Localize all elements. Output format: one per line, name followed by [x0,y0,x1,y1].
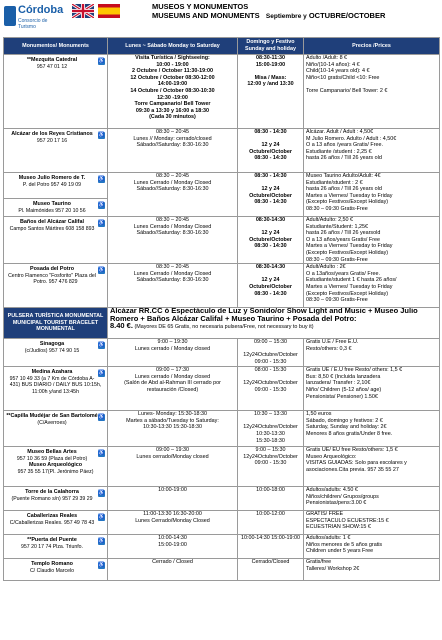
table-row [4,511,440,535]
cell-line: hasta 26 años / Till 26 years old [306,155,382,162]
table-row [4,535,440,559]
cell-line: 14 Octubre / October 08:30-10:30 [130,87,215,94]
cell-line: Pensionistas/pens:3.00 € [306,500,367,507]
monument-name[interactable]: Museo Bellas Artes [27,449,77,456]
cell-line: Lunes Cerrado / Monday Closed [133,223,212,230]
monument-name[interactable]: Templo Romano [31,561,73,568]
monument-contact: P. del Potro 957 49 19 09 [22,181,82,188]
cell-line: (Salón de Abd al-Rahman III cerrado por restauración /Closed) [124,380,221,393]
monument-contact: 957 20 17 74 Plza. Triunfo. [20,543,83,550]
cell-line: 2 Octubre / October 11:30-19:00 [132,68,213,75]
cell-line: Cerrado/Closed [251,559,290,566]
cell-line: Niño/(10-14 años): 4 € [306,61,360,68]
cell-line: Child(10-14 years old): 4 € [306,68,370,75]
pulsera-description [108,308,440,339]
title-english: MUSEUMS AND MONUMENTS [152,11,260,20]
monument-name[interactable]: Alcázar de los Reyes Cristianos [11,131,93,137]
monument-name[interactable]: Museo Arqueológico [28,462,83,469]
weekday-hours-cell [108,447,238,487]
cell-line: (Cada 30 minutos) [149,114,196,121]
spain-flag-icon[interactable] [98,4,120,18]
uk-flag-icon[interactable] [72,4,94,18]
cell-line: 9:00 – 15:30 [255,447,286,454]
cell-line: 08:30 - 14:30 [254,129,287,135]
table-row [4,55,440,129]
cell-line [240,180,301,187]
cell-line: Martes a Viernes/ Tuesday to Friday [306,192,393,199]
cell-line: 12:30 -19:00 [157,94,188,101]
cell-line: 10:00-14:30 15:00-19:00 [240,535,301,542]
cell-line: 09:00 - 15:30 [254,358,287,365]
monument-contact: Centro Flamenco "Fosforito" Plaza del Potro. 957 476 829 [8,272,96,286]
price-cell [304,173,440,217]
wheelchair-icon: ♿ [98,450,105,457]
title-spanish: MUSEOS Y MONUMENTOS [152,2,249,11]
wheelchair-icon: ♿ [98,414,105,421]
cell-line: 09:00 – 19:30 [156,447,189,454]
price-cell [304,411,440,447]
weekday-hours-cell [108,129,238,173]
cell-line: 08:30 – 20:45 [156,264,189,271]
cell-line: O a 13 años /years Gratis/ Free. [306,142,383,149]
cell-line: Sábado//Saturday: 8:30-16:30 [136,230,209,237]
cell-line: Sábado//Saturday: 8:30-16:30 [136,186,209,193]
price-cell [304,264,440,308]
monument-name[interactable]: **Puerta del Puente [27,537,77,544]
monument-name[interactable]: Medina Azahara [31,369,73,376]
sunday-hours-cell [238,447,304,487]
pulsera-combo: Alcázar RR.CC ó Espectáculo de Luz y Sonido/or Show Light and Music + Museo Julio Romero + Baños Alcázar Califal + Museo Taurino + Posada del Potro: [110,307,418,323]
cell-line [240,346,301,353]
cell-line: M Julio Romero. Adulto / Adult : 4,50€ [306,135,397,142]
weekday-hours-cell [108,411,238,447]
cell-line: 10:00-12:00 [256,511,285,518]
cell-line: Menores 8 años gratis/Under 8 free. [306,430,393,437]
cell-line: Lunes cerrado / Monday closed [134,373,211,380]
column-header-sunday: Domingo y Festivo Sunday and holiday [238,38,304,55]
cell-line: Lunes Cerrado / Monday Closed [133,270,212,277]
weekday-hours-cell [108,559,238,581]
sunday-hours-cell [238,487,304,511]
cell-line: 11:00-13:30 16:30-20:00 [143,511,202,518]
cell-line: Alcázar. Adult / Adult : 4,50€ [306,129,374,135]
monument-contact: Pl. Maimónides 957 20 10 56 [18,207,86,214]
cell-line: Estudiante/Student: 1,25€ [306,223,369,230]
cell-line: 08:30 – 20:45 [156,217,189,223]
column-header-name: Monumentos/ Monuments [4,38,108,55]
monument-contact: (Puente Romano s/n) 957 29 39 29 [11,495,93,502]
cell-line: 10:30-13:30 [256,430,285,437]
cell-line: O a 13años/years Gratis/ Free. [306,270,381,277]
monument-contact: (C/Averroes) [37,419,67,426]
monument-contact: C/Caballerizas Reales. 957 49 78 43 [9,519,95,526]
wheelchair-icon: ♿ [98,342,105,349]
table-body-monuments [4,55,440,308]
weekday-hours-cell [108,487,238,511]
cell-line: Estudiante/student 1 € hasta 26 años/ [306,277,397,284]
cell-line: 12y24Octubre/October [243,352,298,359]
logo-subtitle: Consorcio de Turismo [18,18,48,30]
cell-line: 12 y 24 [261,277,280,284]
pulsera-title: PULSERA TURÍSTICA MONUMENTAL MUNICIPAL TOURIST BRACELET MONUMENTAL [4,308,108,339]
price-cell [304,217,440,264]
cell-line: asociaciones.Cita previa. 957 35 55 27 [306,466,399,473]
cell-line: (Excepto Festivos/Except Holiday) [306,199,389,206]
cell-line: 09:00 – 17:30 [156,367,189,374]
wheelchair-icon: ♿ [98,490,105,497]
monument-name-cell [4,511,108,535]
cell-line: 08:30 - 14:30 [254,173,287,179]
cell-line: Cerrado / Closed [152,559,193,566]
cell-line: Adult/Adulto : 2€ [306,264,346,271]
table-row [4,129,440,173]
table-row [4,447,440,487]
monument-contact: C/ Claudio Marcelo [29,567,75,574]
cell-line: Niño/ Children (5-12 años/ age) [306,386,382,393]
cell-line [240,136,301,143]
pulsera-note: (Mayores DE 65 Gratis, no necesaria pulsera/Free, not necessary to buy it) [134,324,314,331]
cell-line: 09:00 - 15:30 [254,386,287,393]
table-row [4,367,440,411]
logo-text: Córdoba [18,4,64,16]
cell-line: Lunes cerrado / Monday closed [134,345,211,352]
cell-line: 09:00 – 15:30 [254,339,287,346]
cell-line: 10:30-13:30 15:30-18:30 [142,424,203,431]
cell-line: 12y24Octubre/October [243,424,298,431]
wheelchair-icon: ♿ [98,220,105,226]
monument-name-cell [4,411,108,447]
cell-line: Pensionista/ Pensioner) 1.50€ [306,393,378,400]
cell-line: Lunes // Monday: cerrado/closed [133,135,212,142]
monument-contact: Campo Santos Mártires 608 158 893 [9,225,95,232]
cell-line: 09:00 - 15:30 [254,460,287,467]
cell-line: Bus: 8,50 € (Incluida lanzadera [306,373,381,380]
cell-line: Children under 5 years Free [306,548,374,555]
schedule-table [3,37,440,581]
cell-line: GRATIS/ FREE [306,511,344,518]
sunday-hours-cell [238,367,304,411]
wheelchair-icon: ♿ [98,370,105,377]
sunday-hours-cell [238,559,304,581]
cell-line: Martes a sábado/Tuesday to Saturday: [126,417,219,424]
wheelchair-icon: ♿ [98,132,105,138]
wheelchair-icon: ♿ [98,176,105,182]
monument-name[interactable]: Caballerizas Reales [26,513,78,520]
cell-line: Torre Campanario/ Bell Tower: 2 € [306,87,388,94]
weekday-hours-cell [108,339,238,367]
monument-contact: (c/Judíos) 957 74 90 15 [24,347,80,354]
cell-line: Octubre/October [249,236,292,243]
cell-line: 08:30-14:30 [255,264,286,271]
cell-line: 12 y 24 [261,186,280,193]
cell-line: Estudiante /student : 2,25 € [306,148,372,155]
cell-line: Adultos/adults: 4.50 € [306,487,358,494]
cell-line: Visita Turística / Sightseeing: [135,55,210,61]
cell-line: Gratis UE/ EU free Resto/others: 1,5 € [306,447,398,454]
monument-name-cell [4,559,108,581]
page-header [0,0,442,34]
cell-line: 12 y 24 [261,142,280,149]
cell-line: Niños/children/ Grupos/groups [306,493,379,500]
price-cell [304,487,440,511]
monument-name[interactable]: Torre de la Calahorra [25,489,79,496]
monument-contact: 957 35 55 17(Pl. Jerónimo Páez) [17,468,94,475]
cell-line: Estudiante/student : 2 € [306,179,363,186]
cell-line: 08:30-14:30 [255,217,286,223]
weekday-hours-cell [108,217,238,264]
monument-name-cell [4,487,108,511]
price-cell [304,339,440,367]
cell-line: 10:00-18:00 [256,487,285,494]
cell-line: 08:30 – 09:30 Gratis-Free [306,297,368,304]
cell-line: Lunes Cerrado / Monday Closed [133,179,212,186]
monument-name-cell [4,55,108,129]
wheelchair-icon: ♿ [98,58,105,64]
cell-line: 08:30-11:30 [255,55,286,61]
monument-name[interactable]: **Capilla Mudéjar de San Bartolomé [6,413,98,420]
monument-name-cell [4,129,108,173]
column-header-weekdays: Lunes ~ Sábado Monday to Saturday [108,38,238,55]
monument-name[interactable]: **Mezquita Catedral [26,57,78,63]
monument-name-cell [4,173,108,199]
table-row [4,173,440,199]
cell-line: ESPECTACULO ECUESTRE:15 € [306,517,389,524]
cell-line: VISITAS GUIADAS: Solo para escolares y [306,460,407,467]
monument-contact: 957 20 17 16 [36,137,68,144]
cell-line: 08:30 - 14:30 [254,243,287,250]
monument-name-cell [4,339,108,367]
cell-line: Martes a Viernes/ Tuesday to Friday [306,283,393,290]
cell-line: 9:00 – 19:30 [157,339,188,346]
cell-line: 10:00 - 19:00 [156,61,189,68]
monument-contact: 957 10 49 33 (a 7 Km de Córdoba A-431) BUS DIARIO / DAILY BUS 10:15h, 11:00h y/and 13:45h [9,375,102,395]
cell-line: 12 y 24 [261,230,280,237]
table-row [4,339,440,367]
cell-line [240,271,301,278]
cell-line: Talleres/ Workshop 2€ [306,565,360,572]
price-cell [304,511,440,535]
cell-line: Adult/Adulto: 2,50 € [306,217,354,223]
cell-line: 12:00 y /and 13:30 [247,81,294,88]
cell-line: Gratis UE / E.U free Resto/ others: 1,5 € [306,367,403,374]
monument-name[interactable]: Museo Julio Romero de T. [18,175,86,181]
weekday-hours-cell [108,511,238,535]
cell-line: Sábado//Saturday: 8:30-16:30 [136,277,209,284]
table-row [4,487,440,511]
price-cell [304,129,440,173]
cell-line: Octubre/October [249,192,292,199]
table-row [4,411,440,447]
cell-line: Octubre/October [249,283,292,290]
cell-line: Niños menores de 5 años gratis [306,541,383,548]
monument-contact: 957 47 01 12 [36,63,68,70]
monument-name[interactable]: Museo Taurino [33,201,71,207]
price-cell [304,447,440,487]
cell-line [240,418,301,425]
pulsera-price: 8.40 €. [110,321,133,331]
table-row [4,559,440,581]
cell-line: 15:00-19:00 [158,541,187,548]
weekday-hours-cell [108,173,238,217]
cell-line: 15:30-18:30 [256,437,285,444]
monument-name-cell [4,447,108,487]
cell-line: Octubre/October [249,148,292,155]
period-english: OCTUBRE/OCTOBER [308,11,386,20]
table-row [4,217,440,264]
monument-contact: 957 10 36 59 (Plaza del Potro) [16,455,88,462]
sunday-hours-cell [238,55,304,129]
cell-line: 15:00-19:00 [255,61,286,68]
cell-line: Martes a Viernes/ Tuesday to Friday [306,243,393,250]
cell-line: Sábado, domingo y festivos: 2 € [306,417,383,424]
price-cell [304,367,440,411]
period-spanish: Septiembre y [265,13,307,20]
cell-line: lanzadera/ Transfer : 2,10€ [306,380,371,387]
cell-line: 12y24Octubre/October [243,453,298,460]
monument-name-cell [4,535,108,559]
cell-line [240,224,301,231]
price-cell [304,535,440,559]
table-row [4,264,440,308]
wheelchair-icon: ♿ [98,267,105,274]
cell-line: (Excepto Festivos/Except Holiday) [306,290,389,297]
cell-line [240,374,301,381]
cell-line: Adulto /Adult: 8 € [306,55,348,61]
wheelchair-icon: ♿ [98,538,105,545]
monument-name-cell [4,199,108,217]
sunday-hours-cell [238,217,304,264]
sunday-hours-cell [238,339,304,367]
cell-line: 08:30 - 14:30 [254,155,287,162]
wheelchair-icon: ♿ [98,202,105,208]
cell-line: (Excepto Festivos/Except Holiday) [306,249,389,256]
cell-line: Lunes cerrado/Monday closed [136,453,209,460]
cell-line: 10:00-19:00 [158,487,187,494]
cell-line: 08:30 – 20:45 [156,173,189,179]
sunday-hours-cell [238,264,304,308]
cell-line: Museo Arqueológico: [306,453,357,460]
cell-line: Saturday, Sunday and holiday: 2€ [306,424,387,431]
cell-line: Gratis U.E / Free E.U. [306,339,359,346]
cell-line: Adultos/adults: 1 € [306,535,351,542]
cell-line: 08:30 - 14:30 [254,290,287,297]
monument-name-cell [4,264,108,308]
monument-name[interactable]: Sinagoga [39,341,65,348]
sunday-hours-cell [238,511,304,535]
price-cell [304,55,440,129]
cell-line: 12 Octubre / October 08:30-12:00 [130,74,215,81]
cell-line: 1,50 euros [306,411,332,418]
table-body-museums [4,339,440,581]
monument-name-cell [4,217,108,264]
cell-line [240,68,301,75]
cell-line [306,81,437,88]
logo-emblem-icon [4,6,16,26]
cell-line: Gratis/free [306,559,332,566]
cell-line: 09:30 a 13:30 y 16:00 a 18:30 [135,107,210,114]
cell-line: 14:00-19:00 [157,81,188,88]
cell-line: Lunes- Monday: 15:30-18:30 [138,411,207,418]
cell-line: Lunes Cerrado/Monday Closed [135,517,210,524]
weekday-hours-cell [108,367,238,411]
cell-line: 08:30 – 20:45 [156,129,189,135]
page-title [152,2,385,21]
cell-line: Misa / Mass: [254,74,287,81]
cell-line: Museo Taurino Adulto/Adult: 4€ [306,173,381,179]
weekday-hours-cell [108,264,238,308]
sunday-hours-cell [238,535,304,559]
cell-line: hasta 26 años / Till 26 yearsold [306,230,381,237]
weekday-hours-cell [108,55,238,129]
cell-line: O a 13 años/years Gratis/ Free [306,236,381,243]
cordoba-logo [4,2,66,32]
cell-line: 10:00-14:30 [158,535,187,542]
weekday-hours-cell [108,535,238,559]
pulsera-row [4,308,440,339]
cell-line: Resto/others: 0,3 € [306,345,352,352]
column-header-prices: Precios /Prices [304,38,440,55]
wheelchair-icon: ♿ [98,562,105,569]
price-cell [304,559,440,581]
cell-line: Sábado//Saturday: 8:30-16:30 [136,142,209,149]
cell-line: hasta 26 años / Till 26 years old [306,186,382,193]
cell-line: Niño<10 gratis/Child <10: Free [306,74,380,81]
cell-line: 10:30 – 13:30 [254,411,287,418]
wheelchair-icon: ♿ [98,514,105,521]
cell-line: 08:30 - 14:30 [254,199,287,206]
sunday-hours-cell [238,411,304,447]
cell-line: 08:30 – 09:30 Gratis-Free [306,256,368,263]
sunday-hours-cell [238,173,304,217]
cell-line: ECUESTRIAN SHOW:15 € [306,524,371,531]
cell-line: Torre Campanario/ Bell Tower [134,101,211,108]
monument-name[interactable]: Posada del Potro [29,266,75,273]
monument-name-cell [4,367,108,411]
monument-name[interactable]: Baños del Alcázar Califal [20,219,84,225]
cell-line: 08:00 - 15:30 [254,367,287,374]
table-header-row [4,38,440,55]
sunday-hours-cell [238,129,304,173]
cell-line: 08:30 – 09:30 Gratis-Free [306,205,368,212]
cell-line: 12y24Octubre/October [243,380,298,387]
